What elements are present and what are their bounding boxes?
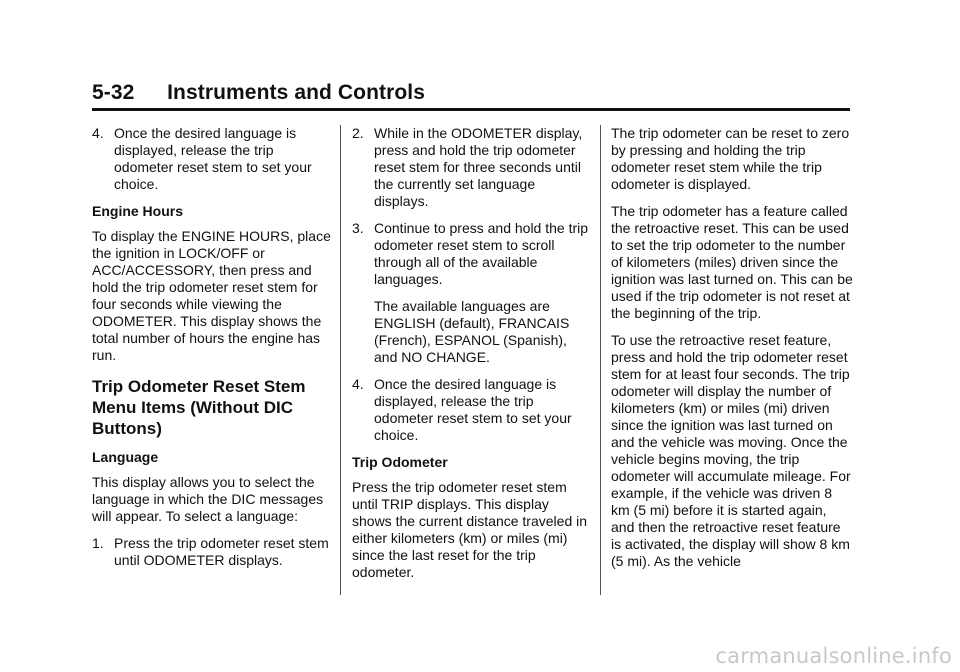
list-item-number: 4. bbox=[352, 376, 364, 392]
list-item-text: Press the trip odometer reset stem until ODOMETER displays. bbox=[114, 535, 329, 568]
list-item-text: Continue to press and hold the trip odometer reset stem to scroll through all of the available languages. bbox=[374, 220, 589, 287]
section-heading: Trip Odometer Reset Stem Menu Items (Without DIC Buttons) bbox=[92, 377, 306, 438]
language-paragraph: This display allows you to select the language in which the DIC messages will appear. To select a language: bbox=[92, 474, 324, 524]
text-column-2 bbox=[352, 125, 592, 591]
list-item-text: Once the desired language is displayed, release the trip odometer reset stem to set your choice. bbox=[114, 125, 312, 192]
list-item bbox=[92, 535, 332, 569]
column-divider-right bbox=[600, 125, 601, 595]
retroactive-reset-paragraph: The trip odometer has a feature called the retroactive reset. This can be used to set the trip odometer to the number of kilometers (miles) driven since the ignition was last turned on. This can be used if the trip odometer is not reset at the beginning of the trip. bbox=[611, 203, 853, 321]
reset-paragraph: The trip odometer can be reset to zero by pressing and holding the trip odometer reset stem while the trip odometer is displayed. bbox=[611, 125, 850, 192]
engine-hours-paragraph: To display the ENGINE HOURS, place the ignition in LOCK/OFF or ACC/ACCESSORY, then press and hold the trip odometer reset stem for four seconds while viewing the ODOMETER. This display shows the total number of hours the engine has run. bbox=[92, 228, 331, 363]
list-item bbox=[352, 220, 592, 288]
list-item bbox=[92, 125, 332, 193]
list-item bbox=[352, 125, 592, 210]
page-header bbox=[92, 80, 850, 111]
page-number: 5-32 bbox=[92, 81, 135, 104]
list-item-number: 1. bbox=[92, 535, 104, 551]
trip-odometer-paragraph: Press the trip odometer reset stem until TRIP displays. This display shows the current distance traveled in either kilometers (km) or miles (mi) since the last reset for the trip odometer. bbox=[352, 479, 588, 580]
list-item bbox=[352, 376, 592, 444]
list-item-number: 2. bbox=[352, 125, 364, 141]
list-item-text: While in the ODOMETER display, press and hold the trip odometer reset stem for three seconds until the currently set language displays. bbox=[374, 125, 583, 209]
list-item-number: 3. bbox=[352, 220, 364, 236]
column-divider-left bbox=[340, 125, 341, 595]
available-languages-paragraph: The available languages are ENGLISH (default), FRANCAIS (French), ESPANOL (Spanish), and NO CHANGE. bbox=[374, 298, 570, 365]
trip-odometer-heading: Trip Odometer bbox=[352, 454, 448, 470]
engine-hours-heading: Engine Hours bbox=[92, 203, 184, 219]
language-heading: Language bbox=[92, 449, 159, 465]
watermark: carmanualsonline.info bbox=[715, 644, 952, 668]
text-column-3 bbox=[611, 125, 853, 580]
list-item-number: 4. bbox=[92, 125, 104, 141]
header-spacer bbox=[139, 81, 163, 104]
text-column-1 bbox=[92, 125, 332, 579]
retroactive-usage-paragraph: To use the retroactive reset feature, press and hold the trip odometer reset stem for at least four seconds. The trip odometer will display the number of kilometers (km) or miles (mi) driven since the ignition was last turned on and the vehicle was moving. Once the vehicle begins moving, the trip odometer will accumulate mileage. For example, if the vehicle was driven 8 km (5 mi) before it is started again, and then the retroactive reset feature is activated, the display will show 8 km (5 mi). As the vehicle bbox=[611, 332, 851, 569]
list-item-text: Once the desired language is displayed, release the trip odometer reset stem to set your choice. bbox=[374, 376, 572, 443]
page-title: Instruments and Controls bbox=[167, 81, 426, 104]
